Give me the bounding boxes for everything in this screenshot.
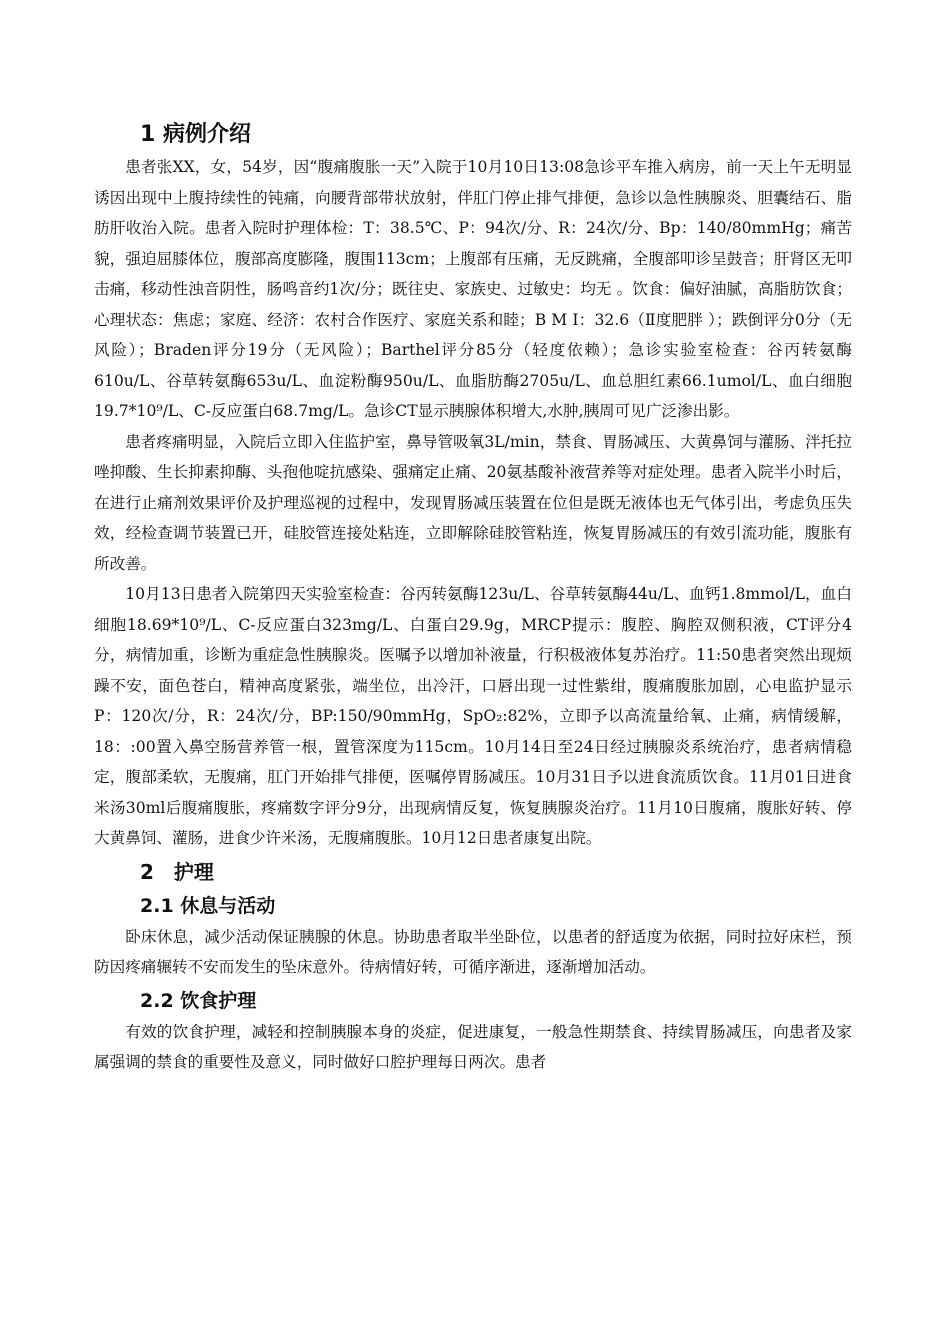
case-intro-paragraph-1: 患者张XX，女，54岁，因“腹痛腹胀一天”入院于10月10日13:08急诊平车推入病房，前一天上午无明显诱因出现中上腹持续性的钝痛，向腰背部带状放射，伴肛门停止排气排便，急诊以急性胰腺炎、胆囊结石、脂肪肝收治入院。患者入院时护理体检：T：38.5℃、P：94次/分、R：24次/分、Bp：140/80mmHg；痛苦貌，强迫屈膝体位，腹部高度膨隆，腹围113cm；上腹部有压痛，无反跳痛，全腹部叩诊呈鼓音；肝肾区无叩击痛，移动性浊音阴性，肠鸣音约1次/分；既往史、家族史、过敏史：均无 。饮食：偏好油腻，高脂肪饮食；心理状态：焦虑；家庭、经济：农村合作医疗、家庭关系和睦；B M I：32.6（Ⅱ度肥胖 ）；跌倒评分0分（无风险）；Braden评分19分（无风险）；Barthel评分85分（轻度依赖）；急诊实验室检查：谷丙转氨酶610u/L、谷草转氨酶653u/L、血淀粉酶950u/L、血脂肪酶2705u/L、血总胆红素66.1umol/L、血白细胞19.7*10⁹/L、C-反应蛋白68.7mg/L。急诊CT显示胰腺体积增大,水肿,胰周可见广泛渗出影。 bbox=[94, 158, 852, 420]
section-2-heading: 2 护理 bbox=[140, 859, 214, 884]
section-1-heading: 1 病例介绍 bbox=[140, 122, 251, 147]
rest-activity-paragraph: 卧床休息，减少活动保证胰腺的休息。协助患者取半坐卧位，以患者的舒适度为依据，同时拉好床栏，预防因疼痛辗转不安而发生的坠床意外。待病情好转，可循序渐进，逐渐增加活动。 bbox=[94, 927, 852, 976]
section-2-2-heading: 2.2 饮食护理 bbox=[140, 989, 257, 1012]
case-intro-paragraph-2: 患者疼痛明显，入院后立即入住监护室，鼻导管吸氧3L/min，禁食、胃肠减压、大黄鼻饲与灌肠、泮托拉唑抑酸、生长抑素抑酶、头孢他啶抗感染、强痛定止痛、20氨基酸补液营养等对症处理。患者入院半小时后，在进行止痛剂效果评价及护理巡视的过程中，发现胃肠减压装置在位但是既无液体也无气体引出，考虑负压失效，经检查调节装置已开，硅胶管连接处粘连，立即解除硅胶管粘连，恢复胃肠减压的有效引流功能，腹胀有所改善。 bbox=[94, 432, 852, 573]
diet-care-paragraph: 有效的饮食护理，减轻和控制胰腺本身的炎症，促进康复，一般急性期禁食、持续胃肠减压，向患者及家属强调的禁食的重要性及意义，同时做好口腔护理每日两次。患者 bbox=[94, 1022, 852, 1071]
case-intro-paragraph-3: 10月13日患者入院第四天实验室检查：谷丙转氨酶123u/L、谷草转氨酶44u/L、血钙1.8mmol/L，血白细胞18.69*10⁹/L、C-反应蛋白323mg/L、白蛋白29.9g，MRCP提示：腹腔、胸腔双侧积液，CT评分4分，病情加重，诊断为重症急性胰腺炎。医嘱予以增加补液量，行积极液体复苏治疗。11:50患者突然出现烦躁不安，面色苍白，精神高度紧张，端坐位，出冷汗，口唇出现一过性紫绀，腹痛腹胀加剧，心电监护显示P：120次/分，R：24次/分，BP:150/90mmHg，SpO₂:82%，立即予以高流量给氧、止痛，病情缓解，18：:00置入鼻空肠营养管一根，置管深度为115cm。10月14日至24日经过胰腺炎系统治疗，患者病情稳定，腹部柔软，无腹痛，肛门开始排气排便，医嘱停胃肠减压。10月31日予以进食流质饮食。11月01日进食米汤30ml后腹痛腹胀，疼痛数字评分9分，出现病情反复，恢复胰腺炎治疗。11月10日腹痛，腹胀好转、停大黄鼻饲、灌肠，进食少许米汤，无腹痛腹胀。10月12日患者康复出院。 bbox=[94, 585, 852, 847]
section-2-1-heading: 2.1 休息与活动 bbox=[140, 894, 276, 917]
document-page bbox=[94, 118, 852, 1078]
